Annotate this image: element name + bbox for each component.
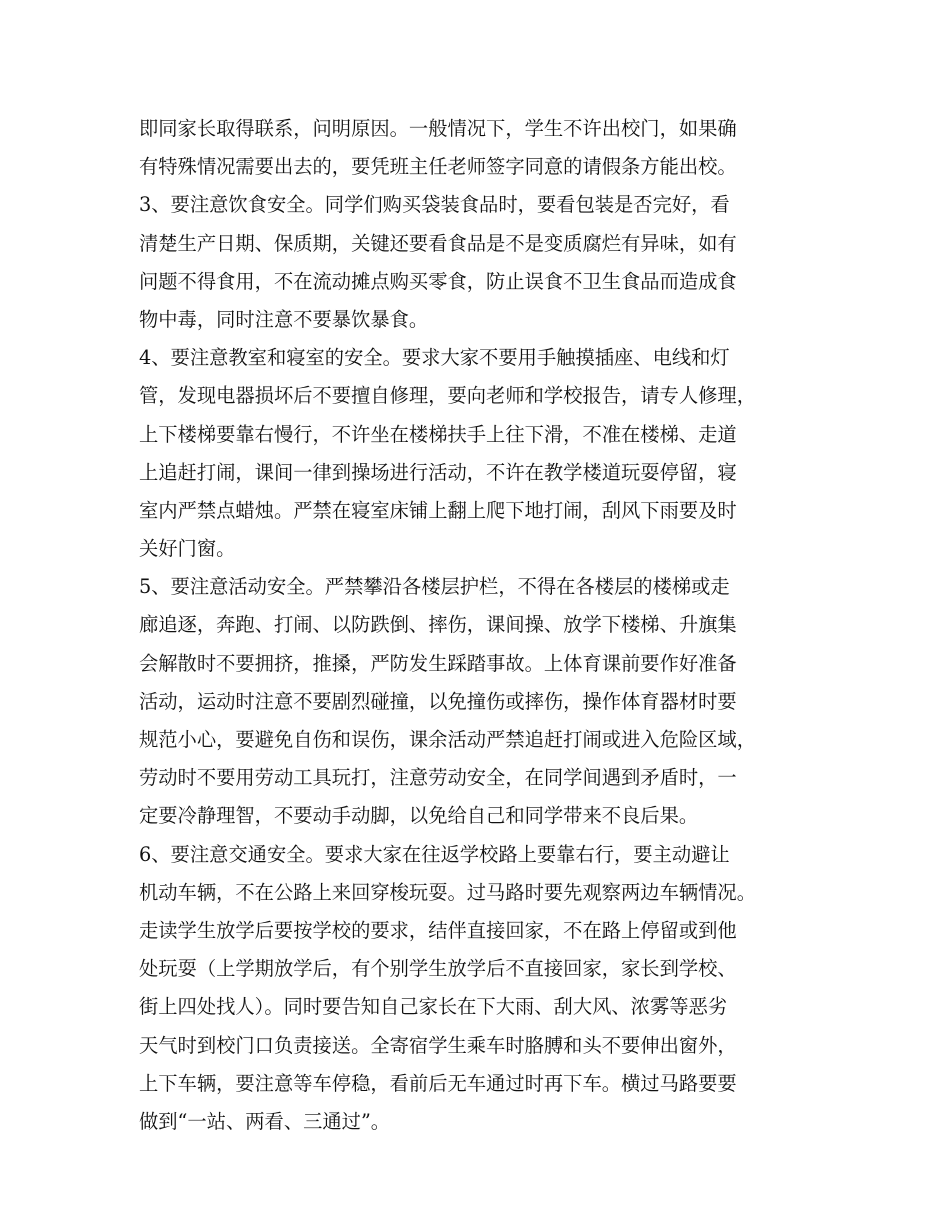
text-line: 清楚生产日期、保质期，关键还要看食品是不是变质腐烂有异味，如有 [139,231,737,255]
text-line: 有特殊情况需要出去的，要凭班主任老师签字同意的请假条方能出校。 [139,155,737,179]
text-line: 走读学生放学后要按学校的要求，结伴直接回家，不在路上停留或到他 [139,918,737,942]
text-line: 做到“一站、两看、三通过”。 [139,1109,391,1133]
text-line: 规范小心，要避免自伤和误伤，课余活动严禁追赶打闹或进入危险区域， [139,728,756,751]
document-body [139,110,839,1141]
text-line: 天气时到校门口负责接送。全寄宿学生乘车时胳膊和头不要伸出窗外， [139,1033,737,1057]
text-line: 物中毒，同时注意不要暴饮暴食。 [139,307,429,331]
text-line: 管，发现电器损坏后不要擅自修理，要向老师和学校报告，请专人修理， [139,384,756,408]
text-line: 即同家长取得联系，问明原因。一般情况下，学生不许出校门，如果确 [139,117,737,140]
text-line: 上下车辆，要注意等车停稳，看前后无车通过时再下车。横过马路要要 [139,1071,737,1095]
text-line: 5、要注意活动安全。严禁攀沿各楼层护栏，不得在各楼层的楼梯或走 [139,575,730,599]
text-line: 定要冷静理智，不要动手动脚，以免给自己和同学带来不良后果。 [139,804,699,828]
text-line: 6、要注意交通安全。要求大家在往返学校路上要靠右行，要主动避让 [139,842,730,866]
text-line: 处玩耍（上学期放学后，有个别学生放学后不直接回家，家长到学校、 [139,957,737,981]
text-line: 关好门窗。 [139,537,236,561]
text-line: 会解散时不要拥挤，推搡，严防发生踩踏事故。上体育课前要作好准备 [139,651,737,675]
text-line: 廊追逐，奔跑、打闹、以防跌倒、摔伤，课间操、放学下楼梯、升旗集 [139,613,737,637]
text-line: 街上四处找人）。同时要告知自己家长在下大雨、刮大风、浓雾等恶劣 [139,995,728,1019]
text-line: 劳动时不要用劳动工具玩打，注意劳动安全，在同学间遇到矛盾时，一 [139,766,737,790]
text-line: 上追赶打闹，课间一律到操场进行活动，不许在教学楼道玩耍停留，寝 [139,460,737,484]
text-line: 上下楼梯要靠右慢行，不许坐在楼梯扶手上往下滑，不准在楼梯、走道 [139,422,737,446]
text-line: 室内严禁点蜡烛。严禁在寝室床铺上翻上爬下地打闹，刮风下雨要及时 [139,498,737,522]
text-line: 3、要注意饮食安全。同学们购买袋装食品时，要看包装是否完好，看 [139,193,730,217]
text-line: 问题不得食用，不在流动摊点购买零食，防止误食不卫生食品而造成食 [139,269,737,293]
text-line: 活动，运动时注意不要剧烈碰撞，以免撞伤或摔伤，操作体育器材时要 [139,689,737,713]
text-line: 4、要注意教室和寝室的安全。要求大家不要用手触摸插座、电线和灯 [139,346,730,370]
text-line: 机动车辆，不在公路上来回穿梭玩耍。过马路时要先观察两边车辆情况。 [139,880,756,904]
